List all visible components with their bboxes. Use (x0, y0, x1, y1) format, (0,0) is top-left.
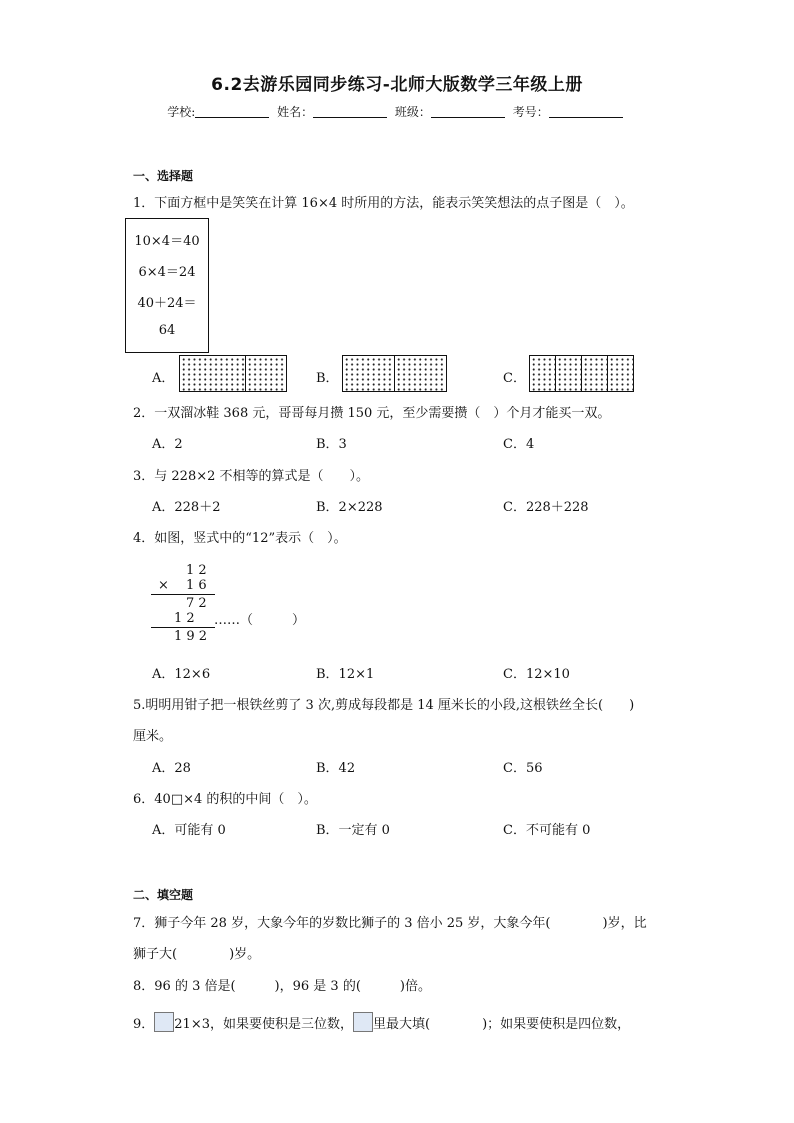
school-blank[interactable] (195, 105, 269, 118)
method-line-2: 6×4＝24 (138, 265, 196, 280)
class-blank[interactable] (431, 105, 505, 118)
q1-option-c-dots-1 (529, 355, 556, 392)
q5-option-c[interactable]: C．56 (503, 761, 543, 776)
q4-option-b[interactable]: B．12×1 (316, 667, 375, 682)
q3-option-b[interactable]: B．2×228 (316, 500, 383, 515)
q1-option-a-dots-left (179, 355, 246, 392)
section-fill-title: 二、填空题 (133, 888, 194, 902)
exam-number-label: 考号： (512, 105, 549, 119)
q2-option-c[interactable]: C．4 (503, 437, 535, 452)
method-line-1: 10×4＝40 (134, 234, 200, 249)
question-7-line-2: 狮子大( )岁。 (133, 947, 261, 962)
q1-option-c-dots-2 (555, 355, 582, 392)
vertical-line-1 (151, 594, 215, 595)
vertical-row-3: 7 2 (186, 596, 207, 611)
method-box (125, 218, 209, 353)
q6-option-a[interactable]: A．可能有 0 (152, 823, 226, 838)
q1-option-b-label[interactable]: B． (316, 371, 339, 386)
vertical-line-2 (151, 627, 215, 628)
exam-number-blank[interactable] (549, 105, 623, 118)
q1-option-c-dots-4 (607, 355, 634, 392)
q4-option-a[interactable]: A．12×6 (152, 667, 211, 682)
vertical-result: 1 9 2 (174, 629, 208, 644)
q3-option-c[interactable]: C．228＋228 (503, 500, 589, 515)
q2-option-a[interactable]: A．2 (152, 437, 183, 452)
student-info (0, 103, 794, 120)
question-5-line-2: 厘米。 (133, 729, 173, 744)
q1-option-a-label[interactable]: A． (152, 371, 175, 386)
question-9-text-1: 21×3，如果要使积是三位数， (174, 1017, 353, 1032)
q2-option-b[interactable]: B．3 (316, 437, 347, 452)
question-9 (133, 1012, 630, 1032)
question-8: 8．96 的 3 倍是( )，96 是 3 的( )倍。 (133, 979, 431, 994)
method-line-3: 40＋24＝ (137, 296, 197, 311)
section-choice-title: 一、选择题 (133, 169, 194, 183)
q5-option-b[interactable]: B．42 (316, 761, 356, 776)
vertical-operator: × (158, 578, 169, 593)
question-5-line-1: 5.明明用钳子把一根铁丝剪了 3 次,剪成每段都是 14 厘米长的小段,这根铁丝全长( ) (133, 698, 635, 713)
question-4: 4．如图，竖式中的“12”表示（ ）。 (133, 531, 347, 546)
q1-option-c-label[interactable]: C． (503, 371, 526, 386)
method-line-4: 64 (158, 323, 176, 338)
q1-option-a-dots-right (245, 355, 287, 392)
q4-option-c[interactable]: C．12×10 (503, 667, 570, 682)
blank-square-1[interactable] (154, 1012, 174, 1032)
q6-option-b[interactable]: B．一定有 0 (316, 823, 390, 838)
vertical-row-4: 1 2 (174, 611, 195, 626)
school-label: 学校: (167, 105, 196, 119)
q1-option-b-dots-left (342, 355, 395, 392)
q6-option-c[interactable]: C．不可能有 0 (503, 823, 591, 838)
blank-square-2[interactable] (353, 1012, 373, 1032)
name-blank[interactable] (313, 105, 387, 118)
question-9-text-2: 里最大填( )；如果要使积是四位数， (373, 1017, 631, 1032)
q1-option-c-dots-3 (581, 355, 608, 392)
question-9-number: 9． (133, 1017, 155, 1032)
q3-option-a[interactable]: A．228＋2 (152, 500, 221, 515)
vertical-annotation: ……（ ） (214, 613, 306, 628)
question-2: 2．一双溜冰鞋 368 元，哥哥每月攒 150 元，至少需要攒（ ）个月才能买一双。 (133, 406, 611, 421)
question-6: 6．40□×4 的积的中间（ ）。 (133, 792, 317, 807)
name-label: 姓名： (277, 105, 314, 119)
class-label: 班级： (394, 105, 431, 119)
question-3: 3．与 228×2 不相等的算式是（ ）。 (133, 469, 370, 484)
q5-option-a[interactable]: A．28 (152, 761, 191, 776)
page-title: 6.2去游乐园同步练习-北师大版数学三年级上册 (211, 75, 583, 95)
vertical-row-2: 1 6 (186, 578, 207, 593)
q1-option-b-dots-right (394, 355, 447, 392)
question-1: 1．下面方框中是笑笑在计算 16×4 时所用的方法，能表示笑笑想法的点子图是（ ）。 (133, 196, 634, 211)
question-7-line-1: 7．狮子今年 28 岁，大象今年的岁数比狮子的 3 倍小 25 岁，大象今年( )岁，比 (133, 916, 647, 931)
vertical-row-1: 1 2 (186, 563, 207, 578)
